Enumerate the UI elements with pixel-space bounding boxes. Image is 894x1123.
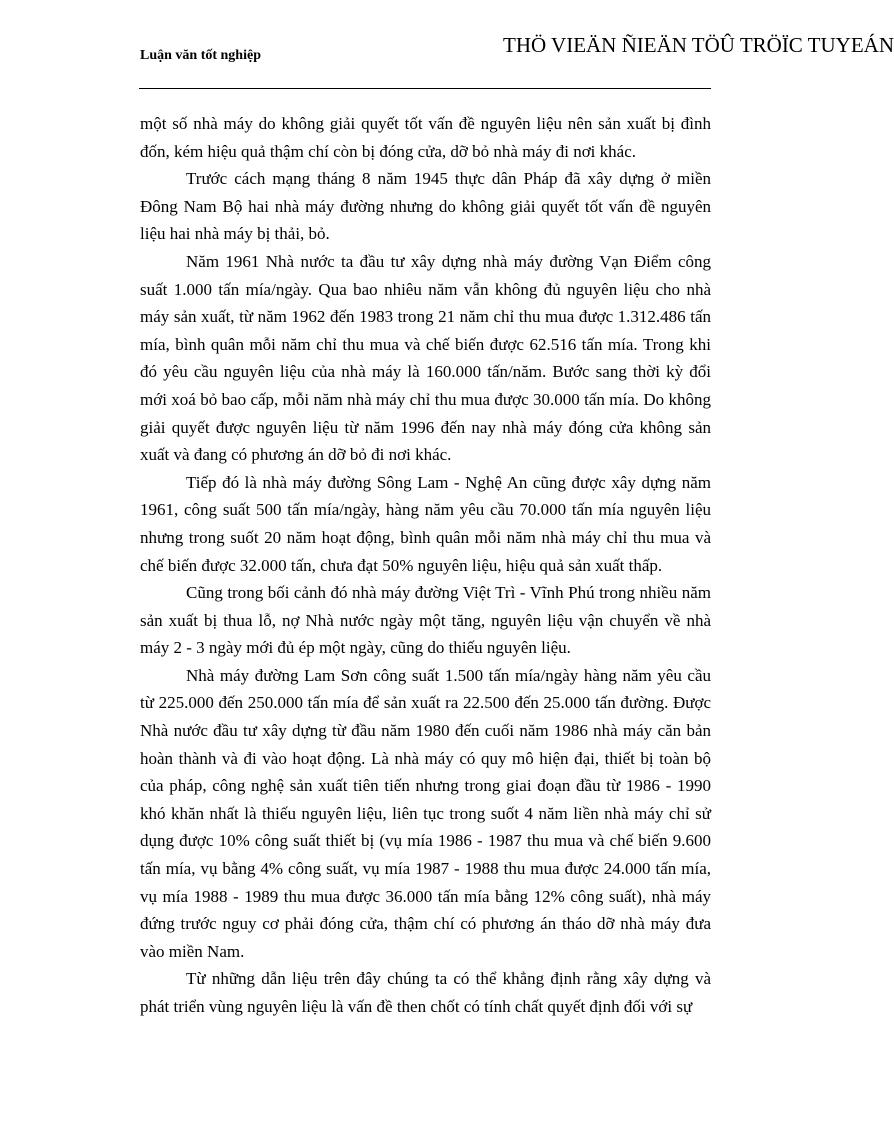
paragraph-7: Từ những dẫn liệu trên đây chúng ta có thể khẳng định rằng xây dựng và phát triển vùng nguyên liệu là vấn đề then chốt có tính chất quyết định đối với sự bbox=[140, 969, 711, 1016]
document-body bbox=[140, 110, 711, 1021]
paragraph-6: Nhà máy đường Lam Sơn công suất 1.500 tấn mía/ngày hàng năm yêu cầu từ 225.000 đến 250.000 tấn mía để sản xuất ra 22.500 đến 25.000 tấn đường. Được Nhà nước đầu tư xây dựng từ đầu năm 1980 đến cuối năm 1986 nhà máy căn bản hoàn thành và đi vào hoạt động. Là nhà máy có quy mô hiện đại, thiết bị toàn bộ của pháp, công nghệ sản xuất tiên tiến nhưng trong giai đoạn đầu từ 1986 - 1990 khó khăn nhất là thiếu nguyên liệu, liên tục trong suốt 4 năm liền nhà máy chỉ sử dụng được 10% công suất thiết bị (vụ mía 1986 - 1987 thu mua và chế biến 9.600 tấn mía, vụ bằng 4% công suất, vụ mía 1987 - 1988 thu mua được 24.000 tấn mía, vụ mía 1988 - 1989 thu mua được 36.000 tấn mía bằng 12% công suất), nhà máy đứng trước nguy cơ phải đóng cửa, thậm chí có phương án tháo dỡ nhà máy đưa vào miền Nam. bbox=[140, 665, 711, 961]
header-thesis-label: Luận văn tốt nghiệp bbox=[140, 48, 261, 63]
paragraph-3: Năm 1961 Nhà nước ta đầu tư xây dựng nhà máy đường Vạn Điểm công suất 1.000 tấn mía/ngày. Qua bao nhiêu năm vẫn không đủ nguyên liệu cho nhà máy sản xuất, từ năm 1962 đến 1983 trong 21 năm chỉ thu mua được 1.312.486 tấn mía, bình quân mỗi năm chỉ thu mua và chế biến được 62.516 tấn mía. Trong khi đó yêu cầu nguyên liệu của nhà máy là 160.000 tấn/năm. Bước sang thời kỳ đổi mới xoá bỏ bao cấp, mỗi năm nhà máy chỉ thu mua được 30.000 tấn mía. Do không giải quyết được nguyên liệu từ năm 1996 đến nay nhà máy đóng cửa không sản xuất và đang có phương án dỡ bỏ đi nơi khác. bbox=[140, 251, 711, 465]
header-divider bbox=[139, 88, 711, 89]
paragraph-5: Cũng trong bối cảnh đó nhà máy đường Việt Trì - Vĩnh Phú trong nhiều năm sản xuất bị thua lỗ, nợ Nhà nước ngày một tăng, nguyên liệu vận chuyển về nhà máy 2 - 3 ngày mới đủ ép một ngày, cũng do thiếu nguyên liệu. bbox=[140, 583, 711, 658]
header-library-title: THÖ VIEÄN ÑIEÄN TÖÛ TRÖÏC TUYEÁN bbox=[503, 33, 894, 57]
paragraph-1: một số nhà máy do không giải quyết tốt vấn đề nguyên liệu nên sản xuất bị đình đốn, kém hiệu quả thậm chí còn bị đóng cửa, dỡ bỏ nhà máy đi nơi khác. bbox=[140, 114, 711, 161]
paragraph-2: Trước cách mạng tháng 8 năm 1945 thực dân Pháp đã xây dựng ở miền Đông Nam Bộ hai nhà máy đường nhưng do không giải quyết tốt vấn đề nguyên liệu hai nhà máy bị thải, bỏ. bbox=[140, 169, 711, 244]
paragraph-4: Tiếp đó là nhà máy đường Sông Lam - Nghệ An cũng được xây dựng năm 1961, công suất 500 tấn mía/ngày, hàng năm yêu cầu 70.000 tấn mía nguyên liệu nhưng trong suốt 20 năm hoạt động, bình quân mỗi năm nhà máy chỉ thu mua và chế biến được 32.000 tấn, chưa đạt 50% nguyên liệu, hiệu quả sản xuất thấp. bbox=[140, 472, 711, 575]
